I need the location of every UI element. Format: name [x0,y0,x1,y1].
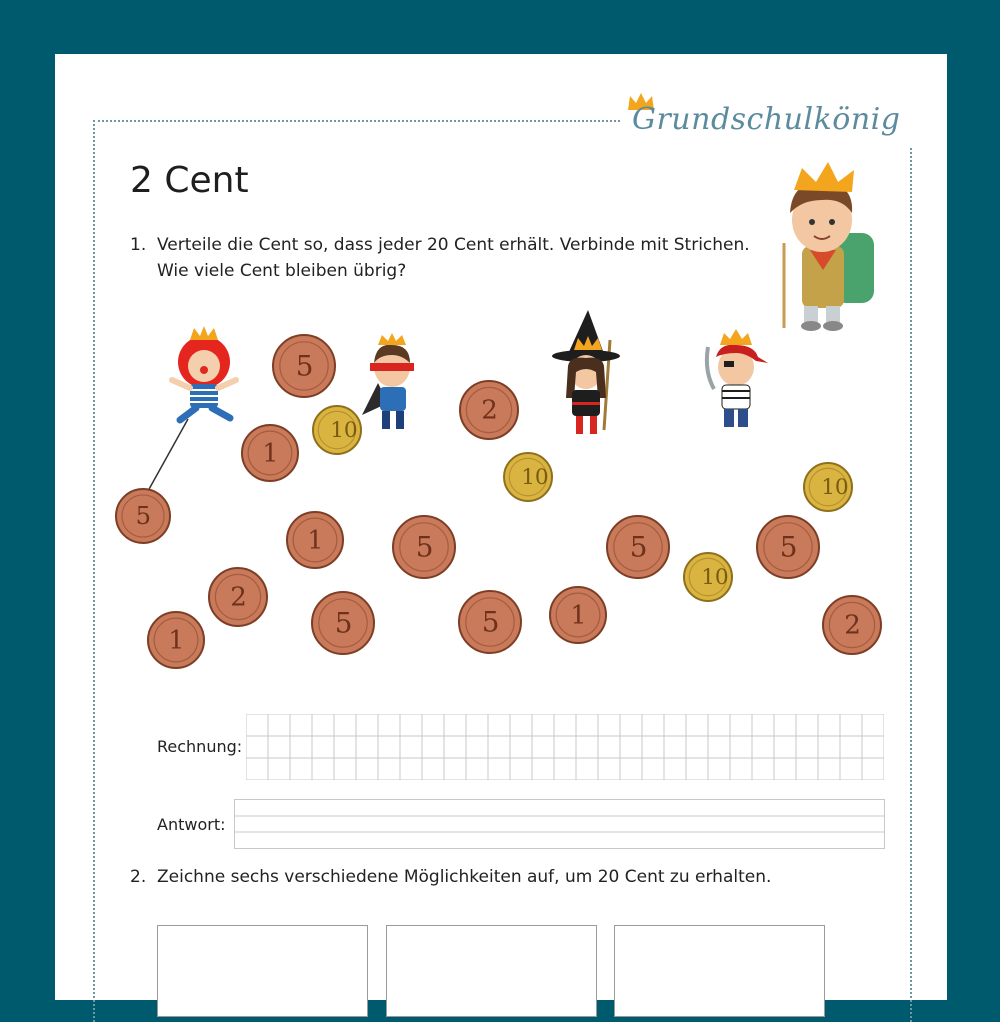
calculation-grid[interactable] [246,714,884,780]
brand-logo [620,96,920,146]
coin-2-cent[interactable] [458,379,520,441]
example-connection-line [140,415,195,495]
calculation-label: Rechnung: [157,737,243,756]
coin-1-cent[interactable] [285,510,345,570]
task1-line2: Wie viele Cent bleiben übrig? [157,261,407,281]
coin-5-cent[interactable] [391,514,457,580]
coin-10-cent[interactable] [502,451,554,503]
coin-5-cent[interactable] [310,590,376,656]
task2-number: 2. [130,867,147,887]
coin-value-label: 1 [168,625,185,655]
superhero-kid-icon [360,333,422,433]
coin-1-cent[interactable] [240,423,300,483]
coin-2-cent[interactable] [821,594,883,656]
task1-number: 1. [130,235,147,255]
coin-value-label: 5 [779,530,798,564]
coin-value-label: 5 [415,530,434,564]
answer-lines[interactable] [234,799,885,849]
answer-label: Antwort: [157,815,226,834]
coin-value-label: 1 [262,438,279,468]
task1-text [157,232,750,284]
coin-5-cent[interactable] [755,514,821,580]
brand-name: Grundschulkönig [632,102,901,137]
coin-10-cent[interactable] [682,551,734,603]
drawing-box-3[interactable] [614,925,825,1017]
coin-value-label: 10 [330,418,358,444]
coin-value-label: 10 [521,465,549,491]
task1-line1: Verteile die Cent so, dass jeder 20 Cent erhält. Verbinde mit Strichen. [157,235,750,255]
coin-5-cent[interactable] [605,514,671,580]
page-title: 2 Cent [130,160,249,201]
witch-kid-icon [548,310,626,440]
coin-1-cent[interactable] [146,610,206,670]
coin-value-label: 2 [844,610,861,641]
drawing-box-2[interactable] [386,925,597,1017]
coin-value-label: 2 [230,582,247,613]
coin-value-label: 1 [570,600,587,630]
coin-5-cent[interactable] [457,589,523,655]
task2-text: Zeichne sechs verschiedene Möglichkeiten auf, um 20 Cent zu erhalten. [157,867,772,887]
pirate-kid-icon [700,327,772,433]
coin-2-cent[interactable] [207,566,269,628]
coin-value-label: 1 [307,525,324,555]
coin-value-label: 5 [334,606,353,640]
coin-value-label: 5 [481,605,500,639]
coin-10-cent[interactable] [311,404,363,456]
coin-10-cent[interactable] [802,461,854,513]
coin-value-label: 10 [821,475,849,501]
coin-value-label: 5 [135,501,152,531]
clown-kid-icon [168,326,240,426]
coin-5-cent[interactable] [271,333,337,399]
coin-1-cent[interactable] [548,585,608,645]
coin-5-cent[interactable] [114,487,172,545]
coin-value-label: 5 [629,530,648,564]
drawing-box-1[interactable] [157,925,368,1017]
coin-value-label: 10 [701,565,729,591]
explorer-kid-icon [772,158,882,333]
coin-value-label: 2 [481,395,498,426]
coin-value-label: 5 [295,349,314,383]
